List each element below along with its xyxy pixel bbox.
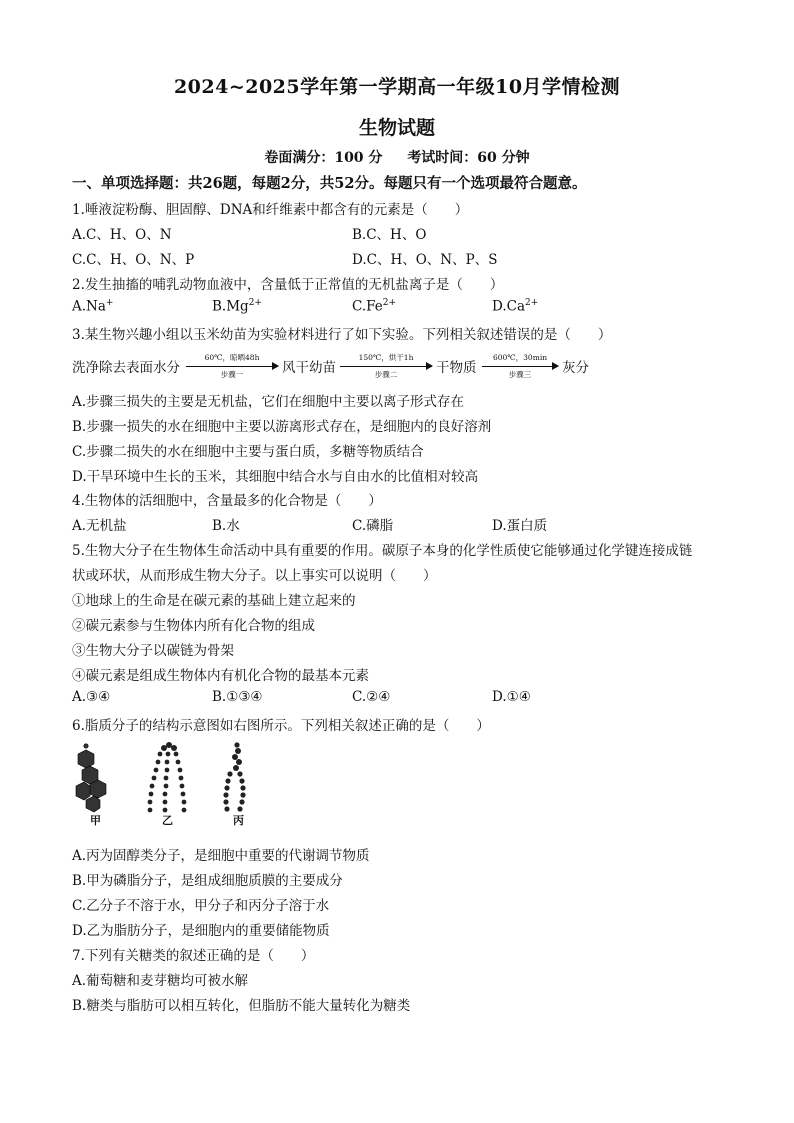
q5-statement-4: ④碳元素是组成生物体内有机化合物的最基本元素 (72, 668, 369, 684)
flow-step1-cond: 60℃，晾晒48h (204, 353, 260, 362)
flow-node-dried-seedling: 风干幼苗 (282, 360, 336, 376)
q5-statement-2: ②碳元素参与生物体内所有化合物的组成 (72, 618, 315, 634)
q3-option-a: A.步骤三损失的主要是无机盐，它们在细胞中主要以离子形式存在 (72, 394, 465, 410)
q4-option-c: C.磷脂 (352, 518, 394, 534)
flow-node-ash: 灰分 (562, 360, 589, 376)
q6-option-b: B.甲为磷脂分子，是组成细胞质膜的主要成分 (72, 873, 343, 889)
q6-option-c: C.乙分子不溶于水，甲分子和丙分子溶于水 (72, 898, 330, 914)
flow-step3-cond: 600℃，30min (492, 353, 548, 362)
q3-flowchart (72, 352, 632, 380)
exam-title: 2024~2025学年第一学期高一年级10月学情检测 (173, 76, 621, 98)
q5-stem-line1: 5.生物大分子在生物体生命活动中具有重要的作用。碳原子本身的化学性质使它能够通过化学键连接成链 (72, 543, 693, 559)
q5-statement-3: ③生物大分子以碳链为骨架 (72, 643, 234, 659)
section-heading: 一、单项选择题：共26题，每题2分，共52分。每题只有一个选项最符合题意。 (72, 175, 587, 192)
q2-stem: 2.发生抽搐的哺乳动物血液中，含量低于正常值的无机盐离子是（ ） (72, 277, 504, 293)
flow-step1-label: 步骤一 (220, 370, 244, 379)
flow-arrow-2 (340, 366, 432, 367)
q2-option-a: A.Na+ (72, 298, 114, 315)
q3-stem: 3.某生物兴趣小组以玉米幼苗为实验材料进行了如下实验。下列相关叙述错误的是（ ） (72, 327, 612, 343)
q7-stem: 7.下列有关糖类的叙述正确的是（ ） (72, 948, 315, 964)
fig-phospholipid-molecule (223, 742, 245, 811)
fig-fat-molecule (148, 742, 187, 812)
q5-stem-line2: 状或环状，从而形成生物大分子。以上事实可以说明（ ） (72, 568, 437, 584)
fig-sterol-molecule (76, 744, 106, 812)
full-marks: 卷面满分：100 分 (264, 150, 383, 166)
flow-step2-label: 步骤二 (374, 370, 398, 379)
q7-option-b: B.糖类与脂肪可以相互转化，但脂肪不能大量转化为糖类 (72, 998, 411, 1014)
q1-option-c: C.C、H、O、N、P (72, 252, 195, 268)
q3-option-d: D.干旱环境中生长的玉米，其细胞中结合水与自由水的比值相对较高 (72, 469, 479, 485)
q1-option-d: D.C、H、O、N、P、S (352, 252, 498, 268)
q3-option-c: C.步骤二损失的水在细胞中主要与蛋白质，多糖等物质结合 (72, 444, 424, 460)
q6-stem: 6.脂质分子的结构示意图如右图所示。下列相关叙述正确的是（ ） (72, 718, 490, 734)
q6-option-a: A.丙为固醇类分子，是细胞中重要的代谢调节物质 (72, 848, 370, 864)
flow-arrow-1 (186, 366, 278, 367)
q5-option-b: B.①③④ (212, 689, 263, 705)
q3-option-b: B.步骤一损失的水在细胞中主要以游离形式存在，是细胞内的良好溶剂 (72, 419, 492, 435)
q7-option-a: A.葡萄糖和麦芽糖均可被水解 (72, 973, 249, 989)
fig-label-bing: 丙 (233, 814, 244, 827)
q5-option-a: A.③④ (72, 689, 111, 705)
q1-stem: 1.唾液淀粉酶、胆固醇、DNA和纤维素中都含有的元素是（ ） (72, 202, 469, 218)
q5-option-c: C.②④ (352, 689, 391, 705)
flow-node-dry-matter: 干物质 (436, 360, 477, 376)
lipid-structure-figure (72, 742, 292, 832)
q1-option-b: B.C、H、O (352, 227, 427, 243)
exam-time: 考试时间：60 分钟 (407, 150, 530, 166)
subject-title: 生物试题 (358, 117, 435, 139)
q5-statement-1: ①地球上的生命是在碳元素的基础上建立起来的 (72, 593, 356, 609)
q4-option-d: D.蛋白质 (492, 518, 548, 534)
q1-option-a: A.C、H、O、N (72, 227, 172, 243)
q4-option-a: A.无机盐 (72, 518, 127, 534)
q2-option-c: $C.Fe^{2+}$ (352, 298, 397, 315)
fig-label-jia: 甲 (90, 814, 101, 827)
q2-option-b: $B.Mg^{2+}$ (212, 298, 262, 315)
flow-step3-label: 步骤三 (508, 370, 532, 379)
q2-option-d: $D.Ca^{2+}$ (492, 298, 539, 315)
flow-node-wash: 洗净除去表面水分 (72, 360, 180, 376)
fig-label-yi: 乙 (162, 814, 173, 827)
q5-option-d: D.①④ (492, 689, 531, 705)
flow-arrow-3 (482, 366, 558, 367)
flow-step2-cond: 150℃，烘干1h (358, 353, 414, 362)
q6-option-d: D.乙为脂肪分子，是细胞内的重要储能物质 (72, 923, 330, 939)
exam-info (0, 147, 794, 167)
q4-option-b: B.水 (212, 518, 240, 534)
q4-stem: 4.生物体的活细胞中，含量最多的化合物是（ ） (72, 493, 382, 509)
